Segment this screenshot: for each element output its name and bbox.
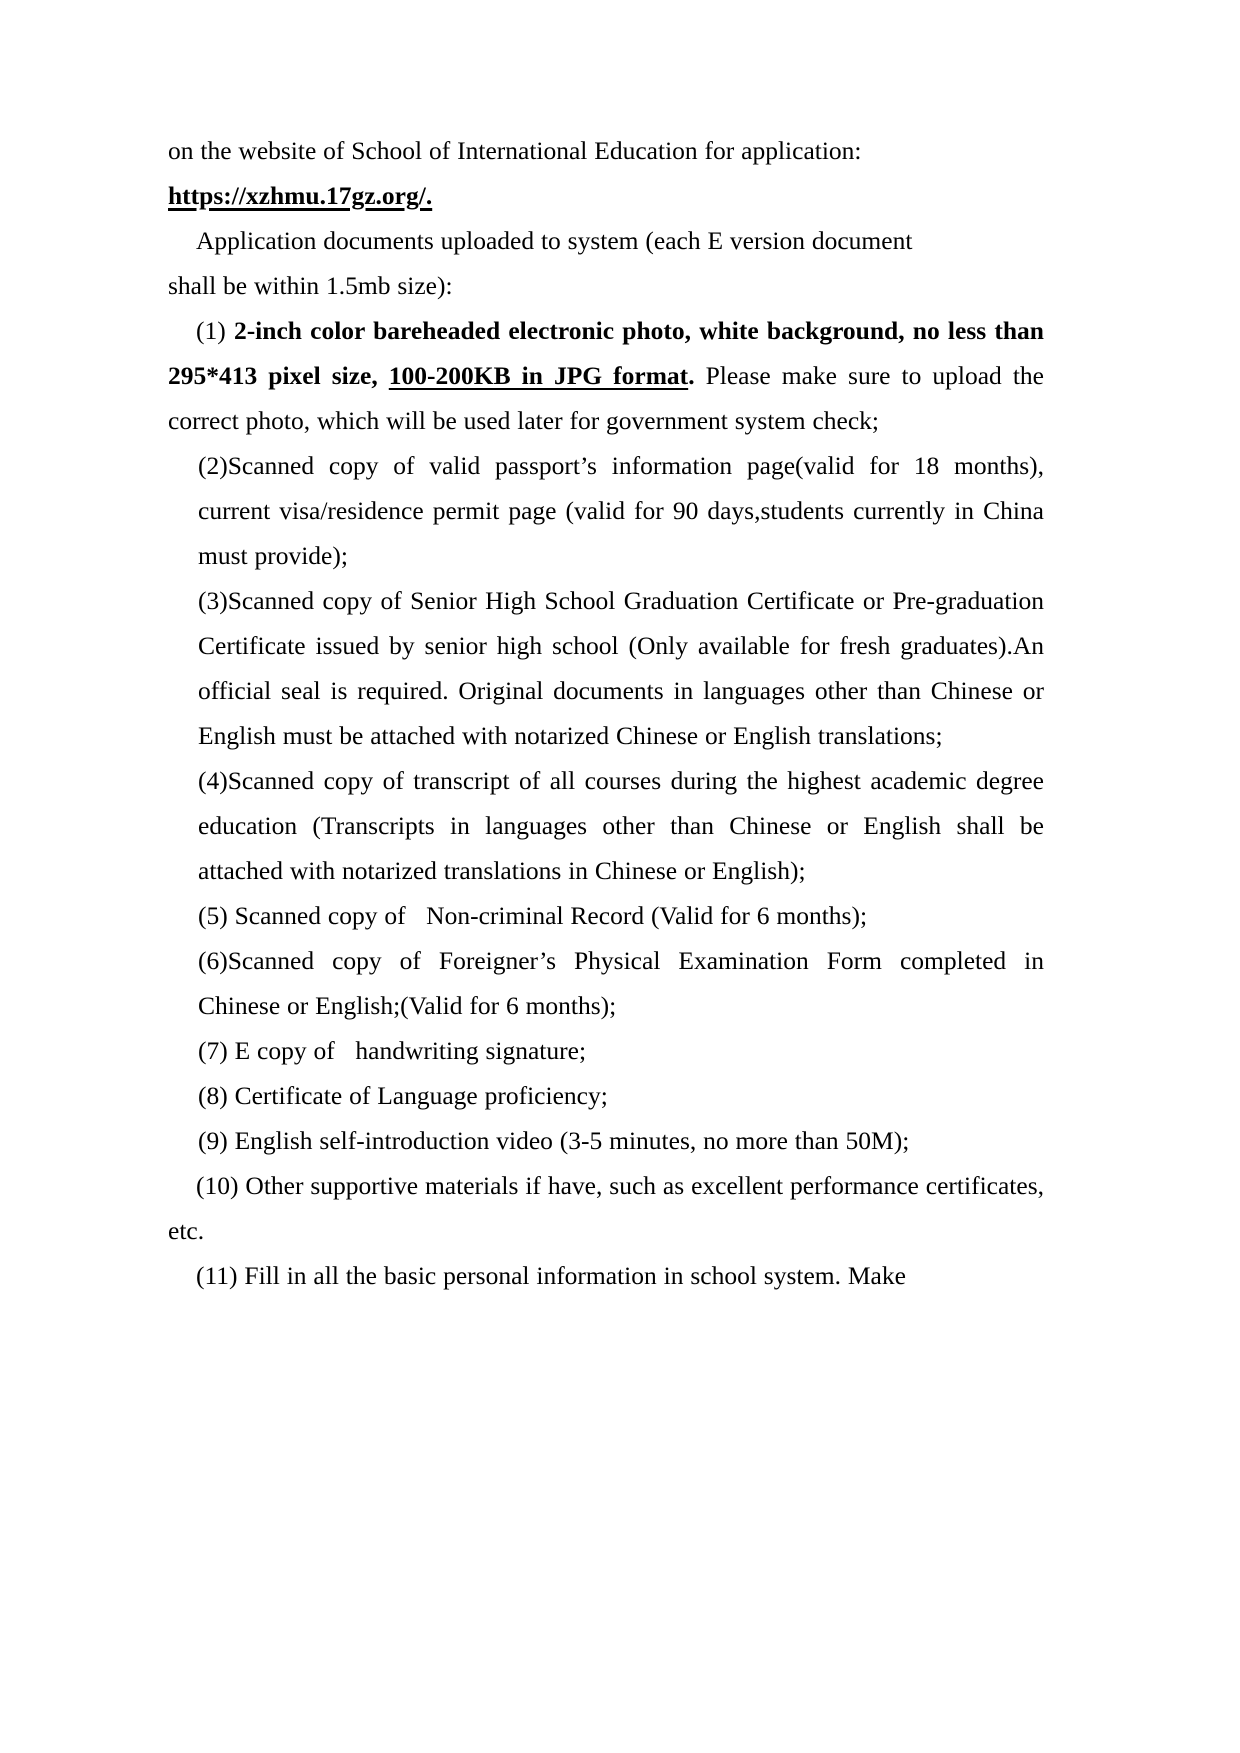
list-item-6: (6)Scanned copy of Foreigner’s Physical Examination Form completed in Chinese or English;(Valid for 6 months);	[198, 946, 1044, 1020]
list-item-1-bold-text: 2-inch color bareheaded electronic photo, white background, no less than 295*413 pixel size,	[168, 316, 1044, 390]
paragraph-website-url	[168, 173, 1044, 218]
list-item-1-rest-text: Please make sure to upload the correct photo, which will be used later for government system check;	[168, 361, 1044, 435]
document-text-column	[168, 128, 1044, 1298]
application-website-link[interactable]: https://xzhmu.17gz.org/.	[168, 181, 433, 210]
list-item-4: (4)Scanned copy of transcript of all courses during the highest academic degree education (Transcripts in languages other than Chinese or English shall be attached with notarized translations in Chinese or English);	[198, 766, 1044, 885]
list-item-7: (7) E copy of handwriting signature;	[198, 1036, 587, 1065]
list-item-11: (11) Fill in all the basic personal information in school system. Make	[196, 1261, 906, 1290]
list-item-1	[168, 308, 1044, 443]
list-item-1-number: (1)	[196, 316, 226, 345]
list-item-2: (2)Scanned copy of valid passport’s information page(valid for 18 months), current visa/residence permit page (valid for 90 days,students currently in China must provide);	[198, 451, 1044, 570]
list-item-1-underlined-text: 100-200KB in JPG format	[388, 361, 689, 390]
list-item-8: (8) Certificate of Language proficiency;	[198, 1081, 608, 1110]
list-item-10: (10) Other supportive materials if have, such as excellent performance certificates, etc.	[168, 1171, 1044, 1245]
paragraph-website-lead: on the website of School of International Education for application:	[168, 136, 862, 165]
paragraph-upload-intro-line1: Application documents uploaded to system (each E version document	[196, 226, 913, 255]
list-item-3: (3)Scanned copy of Senior High School Graduation Certificate or Pre-graduation Certificate issued by senior high school (Only available for fresh graduates).An official seal is required. Original documents in languages other than Chinese or English must be attached with notarized Chinese or English translations;	[198, 586, 1044, 750]
paragraph-upload-intro-line2: shall be within 1.5mb size):	[168, 271, 453, 300]
list-item-5: (5) Scanned copy of Non-criminal Record (Valid for 6 months);	[198, 901, 868, 930]
list-item-1-bold-period: .	[688, 361, 695, 390]
list-item-9: (9) English self-introduction video (3-5 minutes, no more than 50M);	[198, 1126, 910, 1155]
